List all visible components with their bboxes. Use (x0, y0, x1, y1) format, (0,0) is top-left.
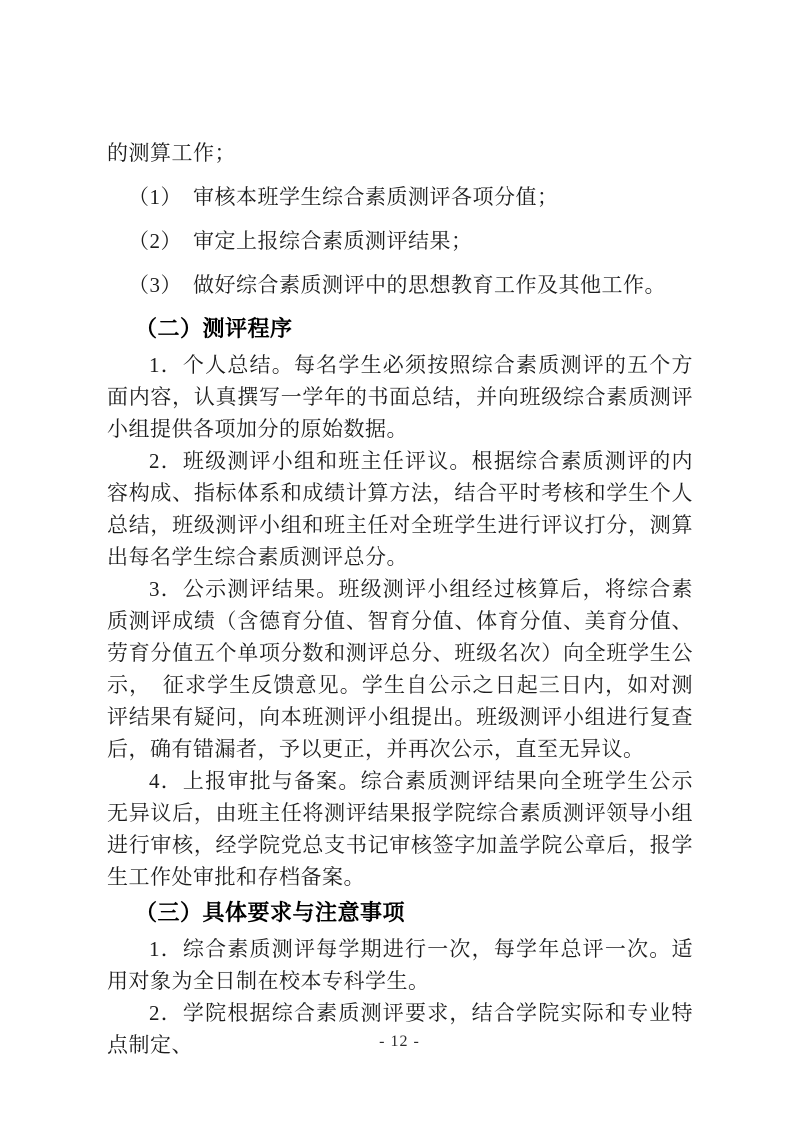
paragraph-continuation: 的测算工作； (107, 141, 236, 165)
paragraph-procedure-step-4: 4．上报审批与备案。综合素质测评结果向全班学生公示无异议后，由班主任将测评结果报学院综合素质测评领导小组进行审核，经学院党总支书记审核签字加盖学院公章后，报学生工作处审批和存档备案。 (107, 769, 693, 889)
list-item-2: （2） 审定上报综合素质测评结果； (128, 229, 473, 253)
paragraph-procedure-step-1: 1．个人总结。每名学生必须按照综合素质测评的五个方面内容，认真撰写一学年的书面总结，并向班级综合素质测评小组提供各项加分的原始数据。 (107, 353, 693, 441)
section-heading-requirements-notes: （三）具体要求与注意事项 (135, 900, 406, 925)
section-heading-evaluation-procedure: （二）测评程序 (135, 316, 293, 341)
list-item-1: （1） 审核本班学生综合素质测评各项分值； (128, 185, 559, 209)
page-number: - 12 - (379, 1033, 420, 1050)
paragraph-procedure-step-2: 2．班级测评小组和班主任评议。根据综合素质测评的内容构成、指标体系和成绩计算方法，结合平时考核和学生个人总结，班级测评小组和班主任对全班学生进行评议打分，测算出每名学生综合素质测评总分。 (107, 449, 693, 569)
paragraph-procedure-step-3: 3．公示测评结果。班级测评小组经过核算后，将综合素质测评成绩（含德育分值、智育分值、体育分值、美育分值、劳育分值五个单项分数和测评总分、班级名次）向全班学生公示， 征求学生反馈意见。学生自公示之日起三日内，如对测评结果有疑问，向本班测评小组提出。班级测评小组进行复查后，确有错漏者，予以更正，并再次公示，直至无异议。 (107, 577, 693, 761)
list-item-3: （3） 做好综合素质测评中的思想教育工作及其他工作。 (128, 273, 666, 297)
paragraph-requirement-1: 1．综合素质测评每学期进行一次，每学年总评一次。适用对象为全日制在校本专科学生。 (107, 937, 693, 993)
document-content (107, 137, 693, 1061)
paragraph-requirement-2: 2．学院根据综合素质测评要求，结合学院实际和专业特点制定、 (107, 1001, 693, 1057)
